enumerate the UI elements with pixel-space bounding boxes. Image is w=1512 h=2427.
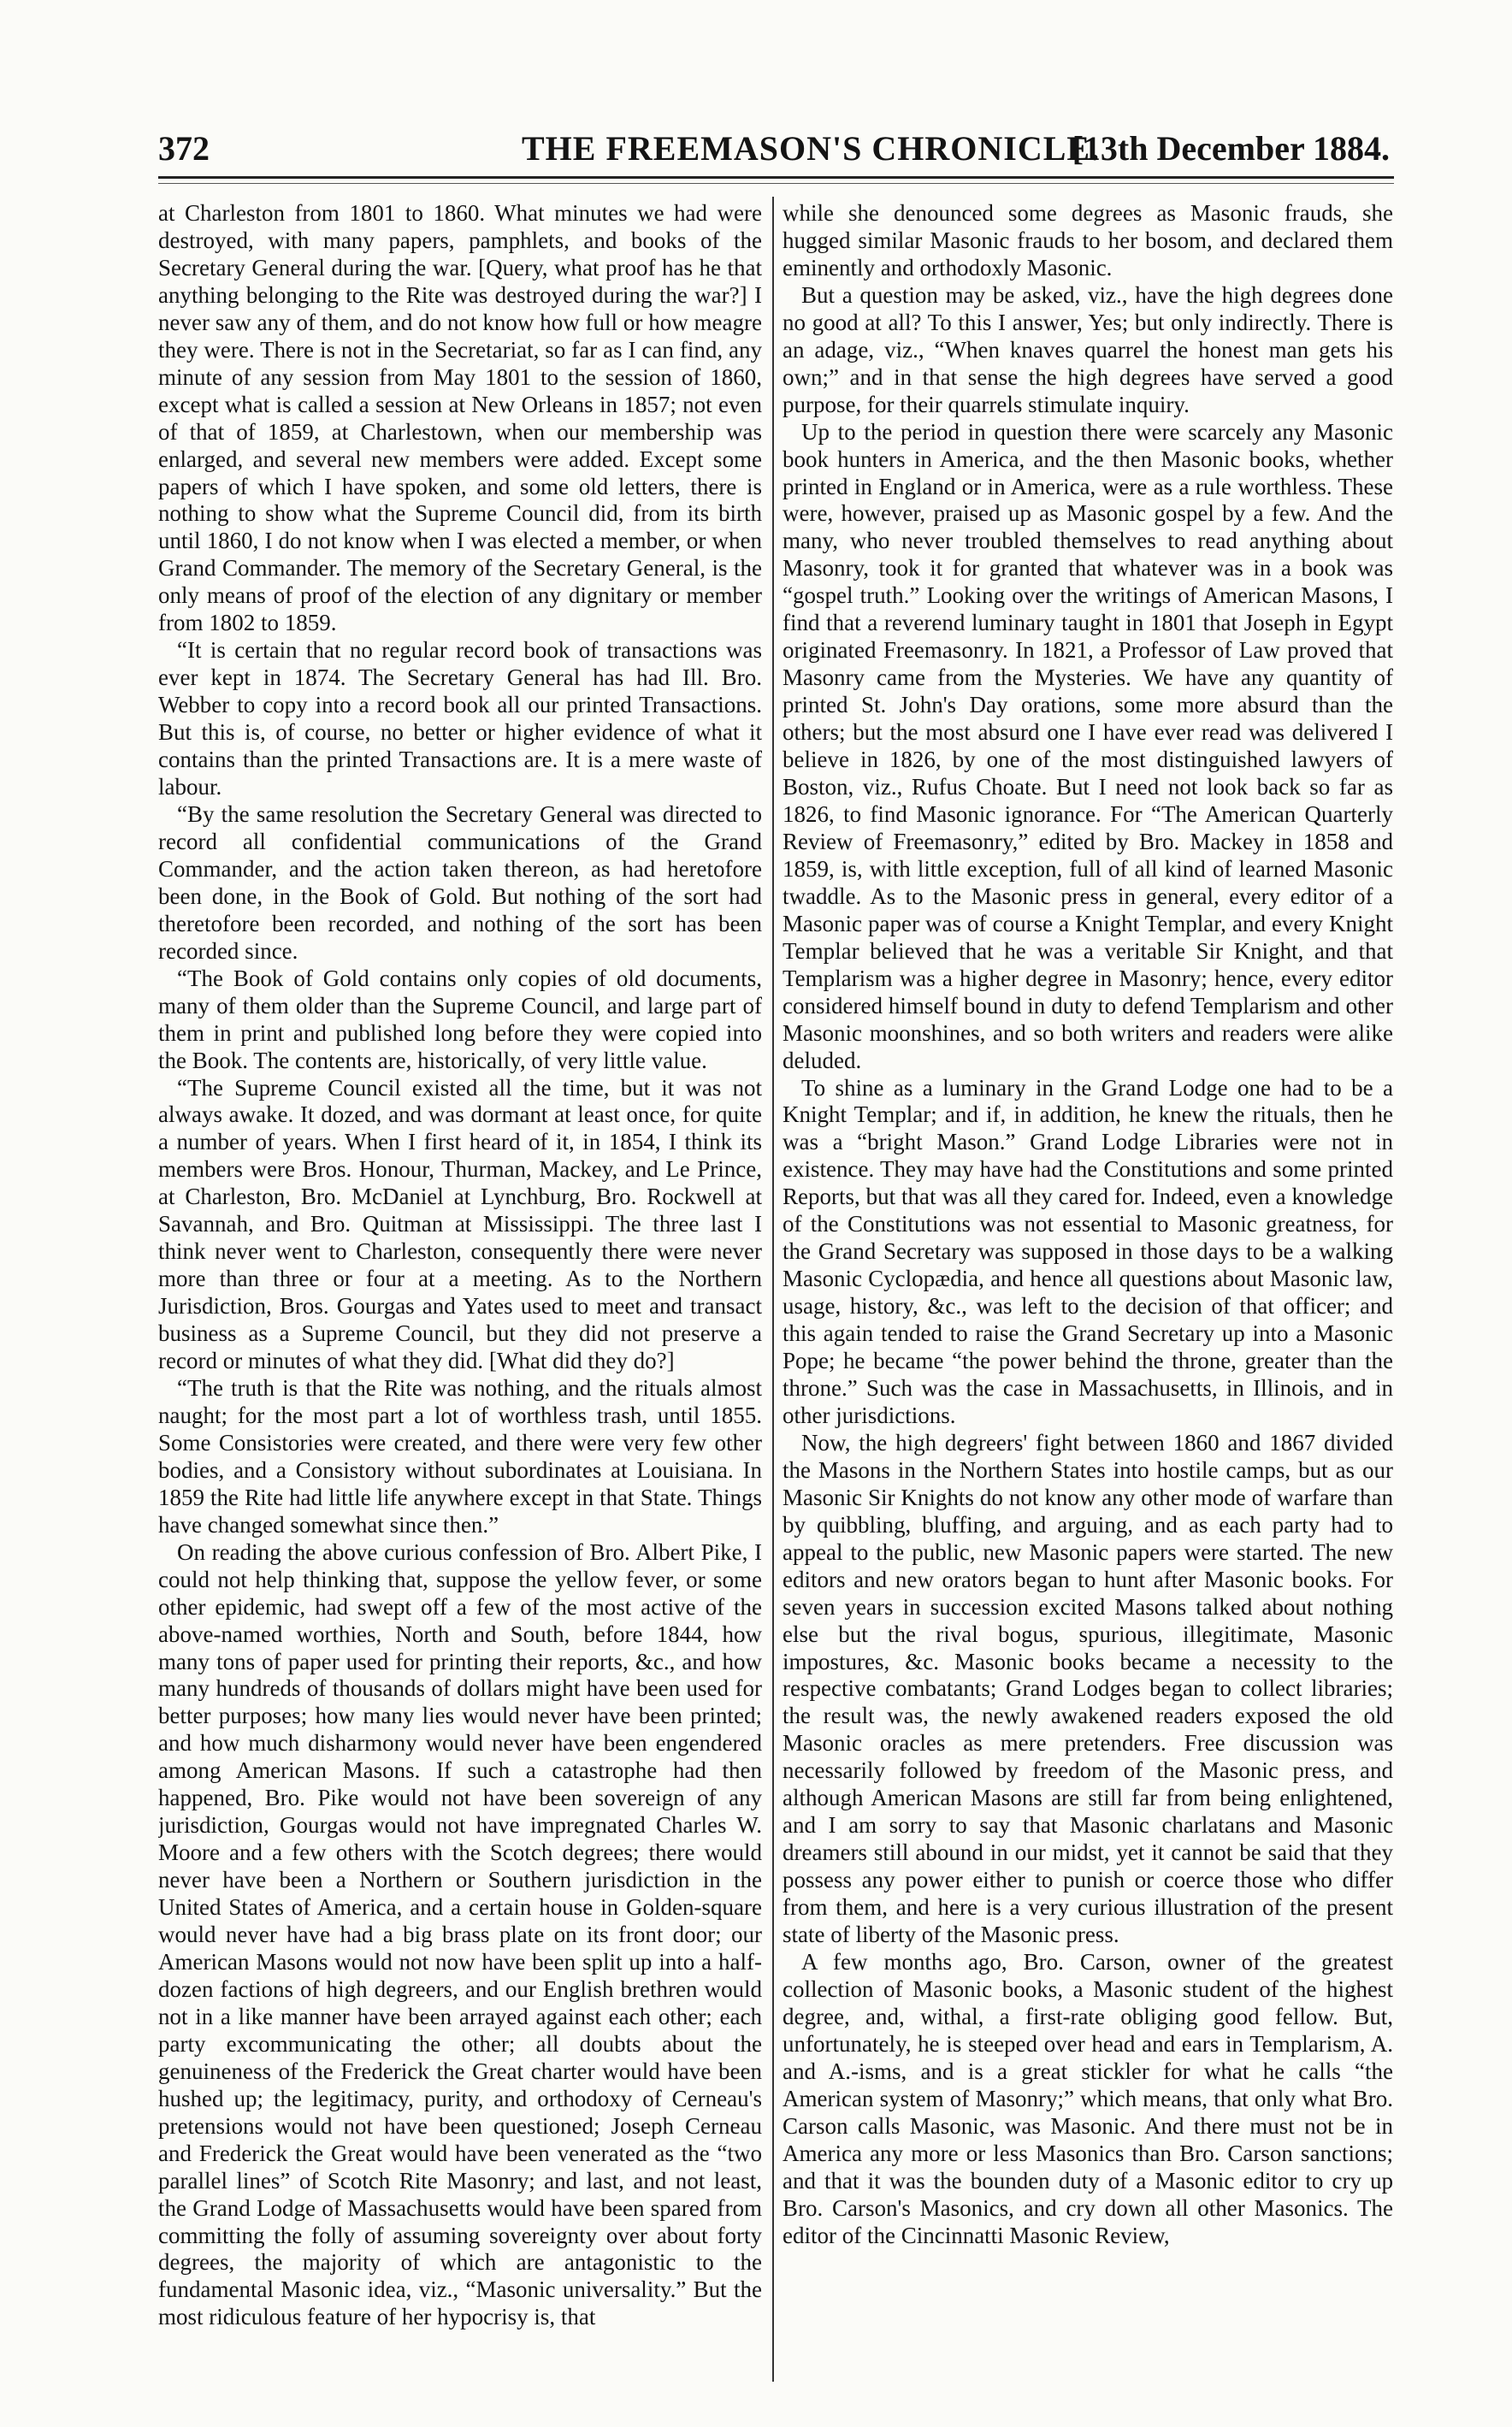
paragraph: But a question may be asked, viz., have the high degrees done no good at all? To this I answer, Yes; but only indirectly. There is an adage, viz., “When knaves quarrel the honest man gets his own;” and in that sense the high degrees have served a good purpose, for their quarrels stimulate inquiry. — [783, 281, 1393, 417]
paragraph: A few months ago, Bro. Carson, owner of the greatest collection of Masonic books, a Masonic student of the highest degree, and, withal, a first-rate obliging good fellow. But, unfortunately, he is steeped over head and ears in Templarism, A. and A.-isms, and is a great stickler for what he calls “the American system of Masonry;” which means, that only what Bro. Carson calls Masonic, was Masonic. And there must not be in America any more or less Masonics than Bro. Carson sanctions; and that it was the bounden duty of a Masonic editor to cry up Bro. Carson's Masonics, and cry down all other Masonics. The editor of the Cincinnatti Masonic Review, — [783, 1949, 1393, 2248]
header-rule-thin — [158, 183, 1394, 184]
publication-title: THE FREEMASON'S CHRONICLE. — [522, 129, 1101, 168]
paragraph: “By the same resolution the Secretary General was directed to record all confidential communications of the Grand Commander, and the action taken thereon, as had heretofore been done, in the Book of Gold. But nothing of the sort had theretofore been recorded, and nothing of the sort has been recorded since. — [158, 800, 762, 964]
right-column — [783, 200, 1393, 2249]
left-column — [158, 200, 762, 2331]
paragraph: while she denounced some degrees as Masonic frauds, she hugged similar Masonic frauds to her bosom, and declared them eminently and orthodoxly Masonic. — [783, 200, 1393, 280]
paragraph: Up to the period in question there were scarcely any Masonic book hunters in America, and the then Masonic books, whether printed in England or in America, were as a rule worthless. These were, however, praised up as Masonic gospel by a few. And the many, who never troubled themselves to read anything about Masonry, took it for granted that whatever was in a book was “gospel truth.” Looking over the writings of American Masons, I find that a reverend luminary taught in 1801 that Joseph in Egypt originated Freemasonry. In 1821, a Professor of Law proved that Masonry came from the Mysteries. We have any quantity of printed St. John's Day orations, some more absurd than the others; but the most absurd one I have ever read was delivered I believe in 1826, by one of the most distinguished lawyers of Boston, viz., Rufus Choate. But I need not look back so far as 1826, to find Masonic ignorance. For “The American Quarterly Review of Freemasonry,” edited by Bro. Mackey in 1858 and 1859, is, with little exception, full of all kind of learned Masonic twaddle. As to the Masonic press in general, every editor of a Masonic paper was of course a Knight Templar, and every Knight Templar believed that he was a veritable Sir Knight, and that Templarism was a higher degree in Masonry; hence, every editor considered himself bound in duty to defend Templarism and other Masonic moonshines, and so both writers and readers were alike deluded. — [783, 418, 1393, 1073]
paragraph: Now, the high degreers' fight between 1860 and 1867 divided the Masons in the Northern States into hostile camps, but as our Masonic Sir Knights do not know any other mode of warfare than by quibbling, bluffing, and arguing, and as each party had to appeal to the public, new Masonic papers were started. The new editors and new orators began to hunt after Masonic books. For seven years in succession excited Masons talked about nothing else but the rival bogus, spurious, illegitimate, Masonic impostures, &c. Masonic books became a necessity to the respective combatants; Grand Lodges began to collect libraries; the result was, the newly awakened readers exposed the old Masonic oracles as mere pretenders. Free discussion was necessarily followed by freedom of the Masonic press, and although American Masons are still far from being enlightened, and I am sorry to say that Masonic charlatans and Masonic dreamers still abound in our midst, yet it cannot be said that they possess any power either to punish or coerce those who differ from them, and here is a very curious illustration of the present state of liberty of the Masonic press. — [783, 1429, 1393, 1948]
page-number: 372 — [158, 129, 210, 168]
masthead — [158, 128, 1390, 174]
paragraph: “It is certain that no regular record book of transactions was ever kept in 1874. The Secretary General has had Ill. Bro. Webber to copy into a record book all our printed Transactions. But this is, of course, no better or higher evidence of what it contains than the printed Transactions are. It is a mere waste of labour. — [158, 637, 762, 800]
header-rule — [158, 176, 1394, 179]
paragraph: On reading the above curious confession of Bro. Albert Pike, I could not help thinking that, suppose the yellow fever, or some other epidemic, had swept off a few of the most active of the above-named worthies, North and South, before 1844, how many tons of paper used for printing their reports, &c., and how many hundreds of thousands of dollars might have been used for better purposes; how many lies would never have been printed; and how much disharmony would never have been engendered among American Masons. If such a catastrophe had then happened, Bro. Pike would not have been sovereign of any jurisdiction, Gourgas would not have impregnated Charles W. Moore and a few others with the Scotch degrees; there would never have been a Northern or Southern jurisdiction in the United States of America, and a certain house in Golden-square would never have had a big brass plate on its front door; our American Masons would not now have been split up into a half-dozen factions of high degreers, and our English brethren would not in a like manner have been arrayed against each other; each party excommunicating the other; all doubts about the genuineness of the Frederick the Great charter would have been hushed up; the legitimacy, purity, and orthodoxy of Cerneau's pretensions would not have been questioned; Joseph Cerneau and Frederick the Great would have been venerated as the “two parallel lines” of Scotch Rite Masonry; and last, and not least, the Grand Lodge of Massachusetts would have been spared from committing the folly of assuming sovereignty over about forty degrees, the majority of which are antagonistic to the fundamental Masonic idea, viz., “Masonic universality.” But the most ridiculous feature of her hypocrisy is, that — [158, 1538, 762, 2330]
paragraph: “The truth is that the Rite was nothing, and the rituals almost naught; for the most part a lot of worthless trash, until 1855. Some Consistories were created, and there were very few other bodies, and a Consistory without subordinates at Louisiana. In 1859 the Rite had little life anywhere except in that State. Things have changed somewhat since then.” — [158, 1374, 762, 1538]
column-divider — [772, 197, 774, 2382]
paragraph: at Charleston from 1801 to 1860. What minutes we had were destroyed, with many papers, pamphlets, and books of the Secretary General during the war. [Query, what proof has he that anything belonging to the Rite was destroyed during the war?] I never saw any of them, and do not know how full or how meagre they were. There is not in the Secretariat, so far as I can find, any minute of any session from May 1801 to the session of 1860, except what is called a session at New Orleans in 1857; not even of that of 1859, at Charlestown, when our membership was enlarged, and several new members were added. Except some papers of which I have spoken, and some old letters, there is nothing to show what the Supreme Council did, from its birth until 1860, I do not know when I was elected a member, or when Grand Commander. The memory of the Secretary General, is the only means of proof of the election of any dignitary or member from 1802 to 1859. — [158, 200, 762, 636]
paragraph: “The Book of Gold contains only copies of old documents, many of them older than the Supreme Council, and large part of them in print and published long before they were copied into the Book. The contents are, historically, of very little value. — [158, 965, 762, 1073]
issue-date: [13th December 1884. — [1072, 129, 1390, 168]
paragraph: “The Supreme Council existed all the time, but it was not always awake. It dozed, and was dormant at least once, for quite a number of years. When I first heard of it, in 1854, I think its members were Bros. Honour, Thurman, Mackey, and Le Prince, at Charleston, Bro. McDaniel at Lynchburg, Bro. Rockwell at Savannah, and Bro. Quitman at Mississippi. The three last I think never went to Charleston, consequently there were never more than three or four at a meeting. As to the Northern Jurisdiction, Bros. Gourgas and Yates used to meet and transact business as a Supreme Council, but they did not preserve a record or minutes of what they did. [What did they do?] — [158, 1074, 762, 1374]
paragraph: To shine as a luminary in the Grand Lodge one had to be a Knight Templar; and if, in addition, he knew the rituals, then he was a “bright Mason.” Grand Lodge Libraries were not in existence. They may have had the Constitutions and some printed Reports, but that was all they cared for. Indeed, even a knowledge of the Constitutions was not essential to Masonic greatness, for the Grand Secretary was supposed in those days to be a walking Masonic Cyclopædia, and hence all questions about Masonic law, usage, history, &c., was left to the decision of that officer; and this again tended to raise the Grand Secretary up into a Masonic Pope; he became “the power behind the throne, greater than the throne.” Such was the case in Massachusetts, in Illinois, and in other jurisdictions. — [783, 1074, 1393, 1428]
